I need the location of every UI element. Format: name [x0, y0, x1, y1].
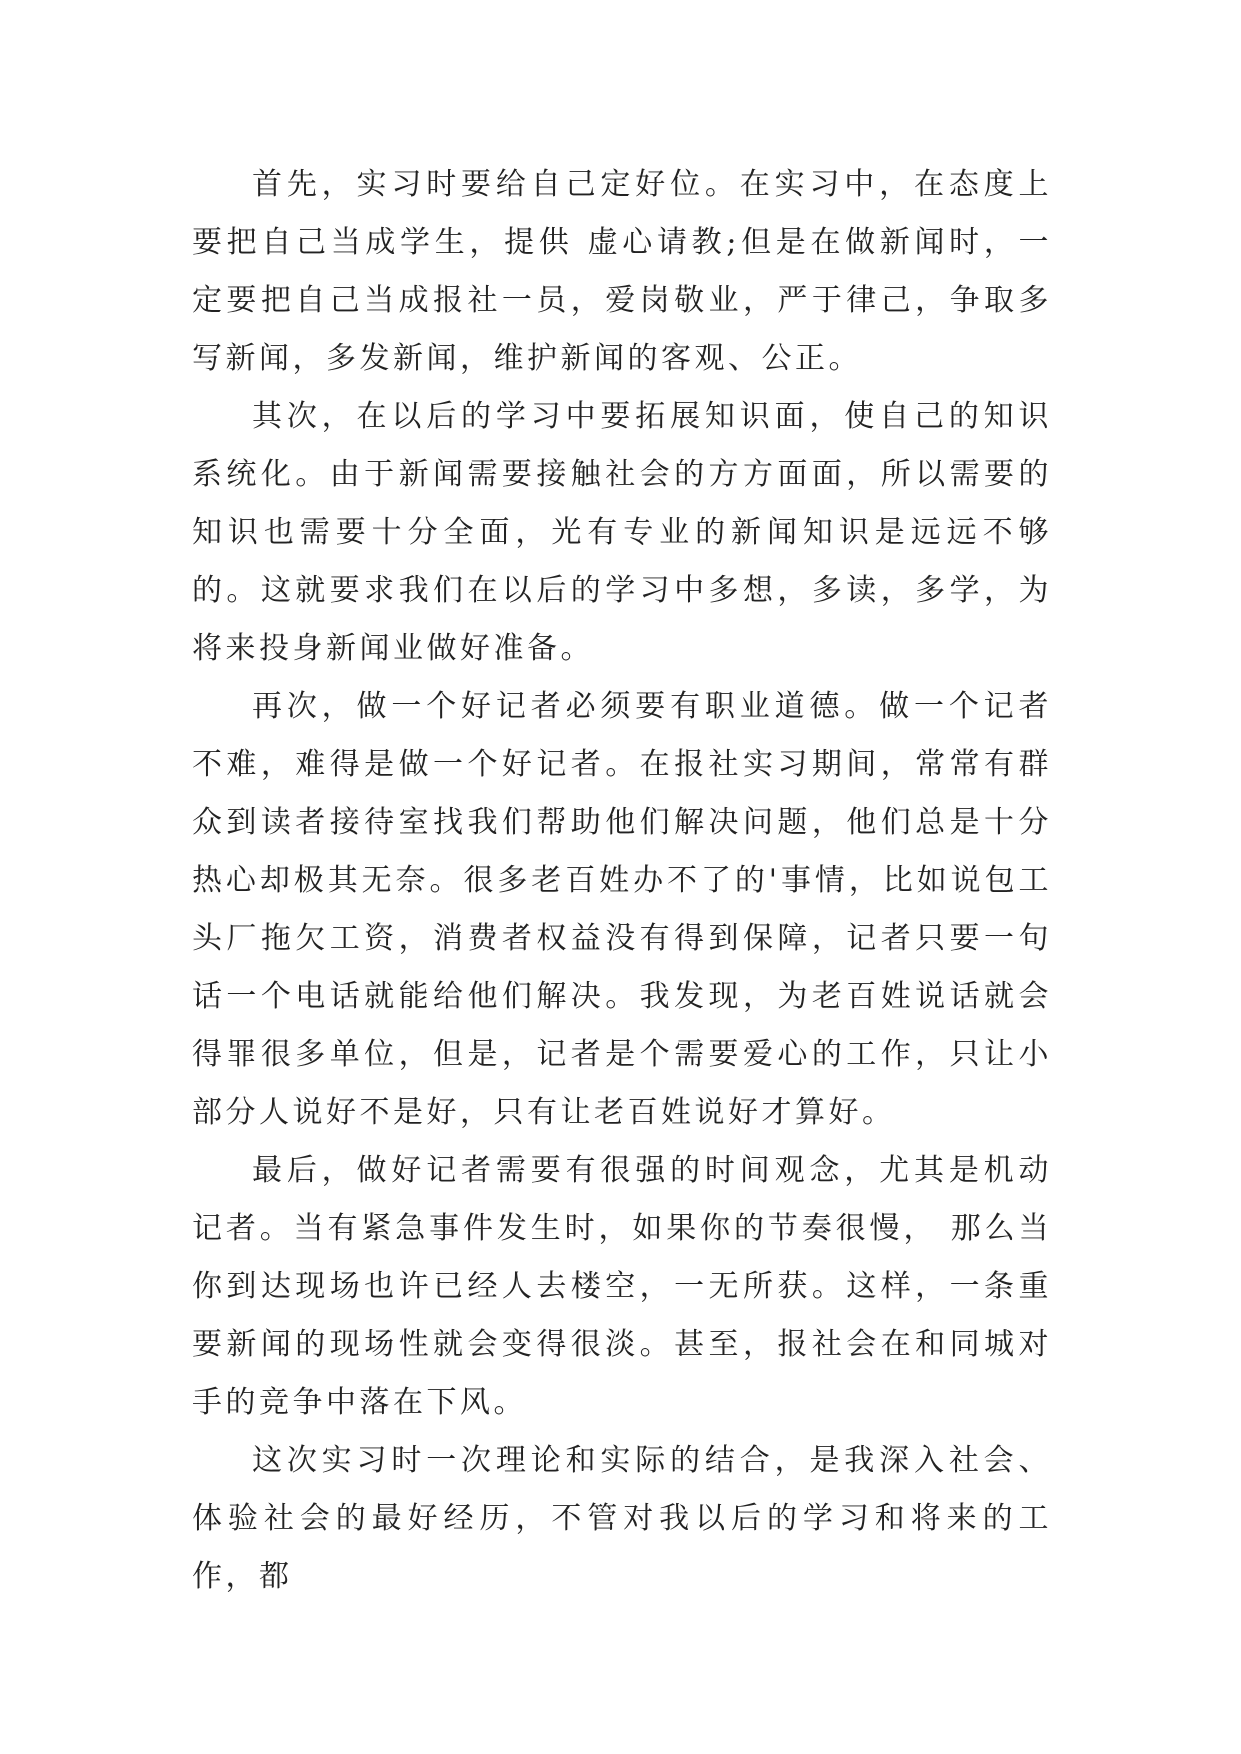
- paragraph-conclusion: 这次实习时一次理论和实际的结合，是我深入社会、体验社会的最好经历，不管对我以后的学习和将来的工作，都: [192, 1443, 1052, 1594]
- paragraph-time: 最后，做好记者需要有很强的时间观念，尤其是机动记者。当有紧急事件发生时，如果你的节奏很慢， 那么当你到达现场也许已经人去楼空，一无所获。这样，一条重要新闻的现场性就会变得很淡。甚至，报社会在和同城对手的竞争中落在下风。: [192, 1153, 1052, 1420]
- body-text: [192, 156, 1052, 1606]
- paragraph-ethics: 再次，做一个好记者必须要有职业道德。做一个记者不难，难得是做一个好记者。在报社实习期间，常常有群众到读者接待室找我们帮助他们解决问题，他们总是十分热心却极其无奈。很多老百姓办不了的'事情，比如说包工头厂拖欠工资，消费者权益没有得到保障，记者只要一句话一个电话就能给他们解决。我发现，为老百姓说话就会得罪很多单位，但是，记者是个需要爱心的工作，只让小部分人说好不是好，只有让老百姓说好才算好。: [192, 689, 1052, 1130]
- paragraph-positioning: 首先，实习时要给自己定好位。在实习中，在态度上要把自己当成学生，提供 虚心请教;但是在做新闻时，一定要把自己当成报社一员，爱岗敬业，严于律己，争取多写新闻，多发新闻，维护新闻的客观、公正。: [192, 167, 1052, 376]
- paragraph-knowledge: 其次，在以后的学习中要拓展知识面，使自己的知识系统化。由于新闻需要接触社会的方方面面，所以需要的知识也需要十分全面，光有专业的新闻知识是远远不够的。这就要求我们在以后的学习中多想，多读，多学，为将来投身新闻业做好准备。: [192, 399, 1052, 666]
